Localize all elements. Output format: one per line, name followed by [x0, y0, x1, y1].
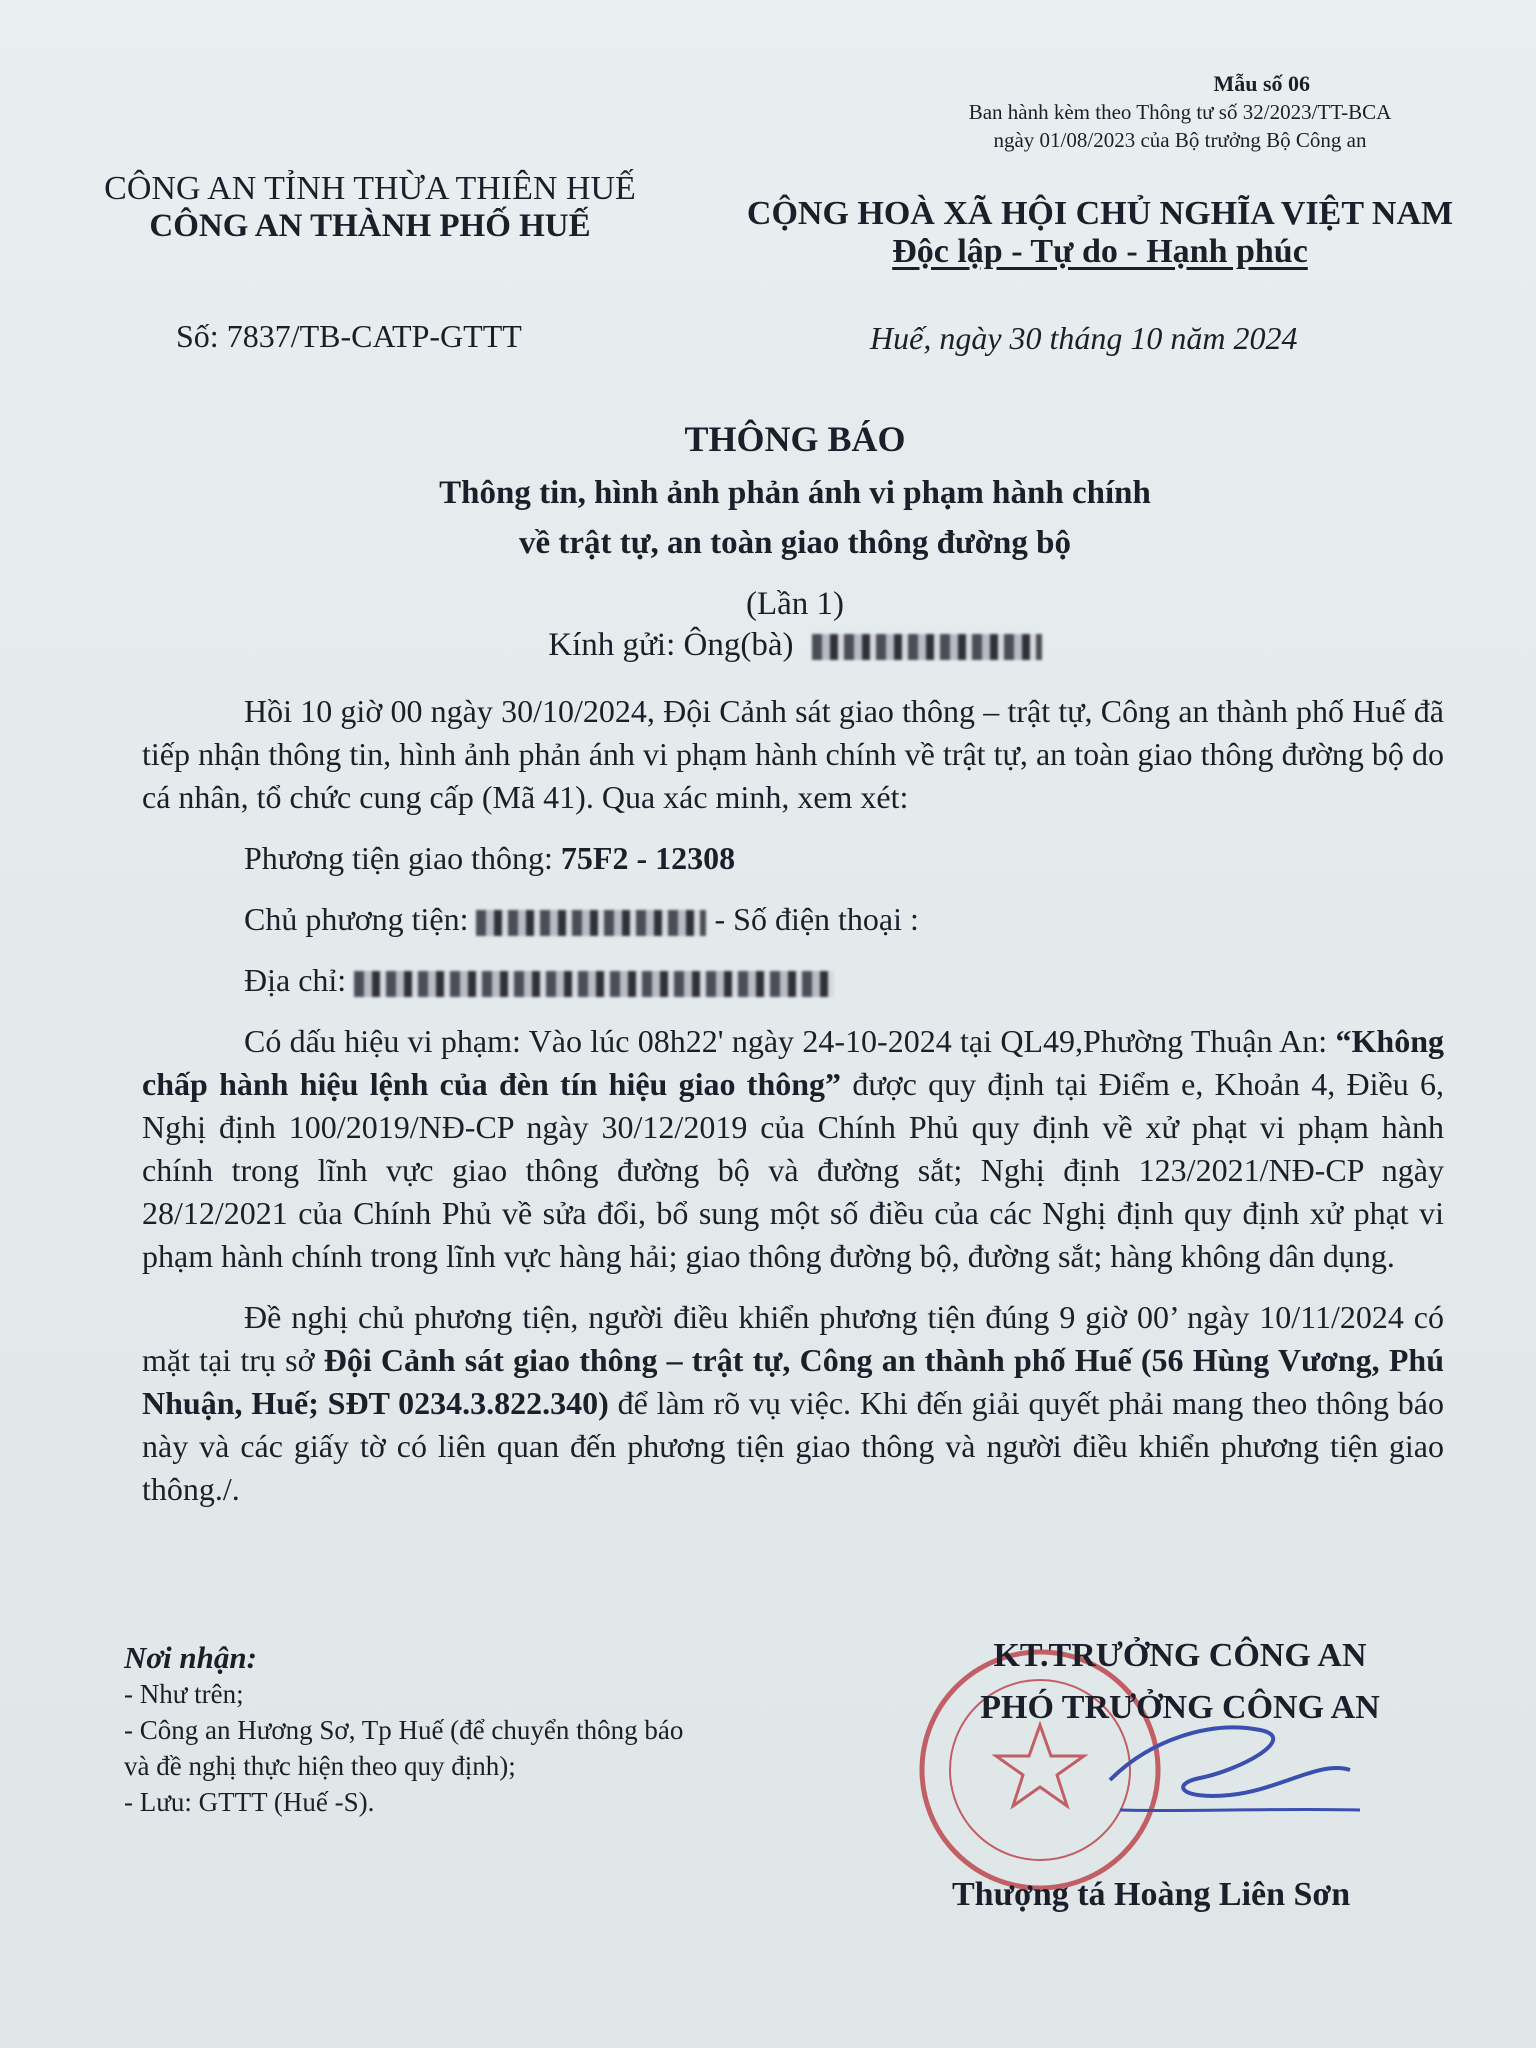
signature-stroke — [1110, 1727, 1350, 1796]
signatory-title-2: PHÓ TRƯỞNG CÔNG AN — [980, 1689, 1380, 1726]
addressee-line — [200, 627, 1390, 664]
form-reference — [900, 70, 1460, 154]
redacted-owner — [476, 910, 706, 936]
violation-description: “Không chấp hành hiệu lệnh của đèn tín hiệu giao thông” — [142, 1023, 1444, 1102]
redacted-address — [354, 971, 834, 997]
national-motto — [720, 195, 1480, 271]
country-name: CỘNG HOÀ XÃ HỘI CHỦ NGHĨA VIỆT NAM — [746, 195, 1454, 232]
phone-label: - Số điện thoại : — [714, 901, 919, 937]
place-date: Huế, ngày 30 tháng 10 năm 2024 — [870, 320, 1298, 356]
violation-legal-basis: được quy định tại Điểm e, Khoản 4, Điều 6, Nghị định 100/2019/NĐ-CP ngày 30/12/2019 của Chính Phủ quy định về xử phạt vi phạm hành chính trong lĩnh vực giao thông đường bộ và đường sắt; Nghị định 123/2021/NĐ-CP ngày 28/12/2021 của Chính Phủ về sửa đổi, bổ sung một số điều của các Nghị định quy định xử phạt vi phạm hành chính trong lĩnh vực hàng hải; giao thông đường bộ, đường sắt; hàng không dân dụng. — [142, 1066, 1445, 1274]
request-instructions: để làm rõ vụ việc. Khi đến giải quyết phải mang theo thông báo này và các giấy tờ có liên quan đến phương tiện giao thông và người điều khiển phương tiện giao thông./. — [142, 1385, 1445, 1507]
agency-name: CÔNG AN THÀNH PHỐ HUẾ — [149, 208, 591, 244]
signer-name: Thượng tá Hoàng Liên Sơn — [952, 1876, 1351, 1913]
form-issued-line: Ban hành kèm theo Thông tư số 32/2023/TT-BCA — [968, 100, 1392, 124]
signature-underline — [1120, 1809, 1360, 1810]
motto: Độc lập - Tự do - Hạnh phúc — [892, 233, 1308, 270]
owner-label: Chủ phương tiện: — [244, 901, 469, 937]
seal-star — [996, 1725, 1084, 1806]
recipients-heading: Nơi nhận: — [124, 1640, 257, 1675]
issuing-agency — [70, 170, 670, 245]
owner-line — [142, 898, 1444, 941]
vehicle-label: Phương tiện giao thông: — [244, 840, 561, 876]
recipient-item: - Lưu: GTTT (Huế -S). — [124, 1787, 375, 1817]
document-subtitle-1: Thông tin, hình ảnh phản ánh vi phạm hành chính — [439, 475, 1151, 511]
document-body — [142, 690, 1444, 1511]
request-location: Đội Cảnh sát giao thông – trật tự, Công an thành phố Huế (56 Hùng Vương, Phú Nhuận, Huế; SĐT 0234.3.822.340) — [142, 1342, 1445, 1421]
notice-round: (Lần 1) — [745, 586, 845, 622]
title-block — [200, 418, 1390, 664]
agency-parent: CÔNG AN TỈNH THỪA THIÊN HUẾ — [104, 170, 636, 207]
form-date-line: ngày 01/08/2023 của Bộ trưởng Bộ Công an — [993, 128, 1367, 152]
recipient-item: - Công an Hương Sơ, Tp Huế (để chuyển thông báo — [124, 1715, 684, 1745]
violation-paragraph — [142, 1020, 1444, 1278]
intro-paragraph: Hồi 10 giờ 00 ngày 30/10/2024, Đội Cảnh sát giao thông – trật tự, Công an thành phố Huế đã tiếp nhận thông tin, hình ảnh phản ánh vi phạm hành chính về trật tự, an toàn giao thông đường bộ do cá nhân, tổ chức cung cấp (Mã 41). Qua xác minh, xem xét: — [142, 693, 1444, 815]
address-line — [142, 959, 1444, 1002]
vehicle-plate: 75F2 - 12308 — [560, 840, 736, 876]
signatory-block — [930, 1630, 1430, 1734]
signatory-title-1: KT.TRƯỞNG CÔNG AN — [993, 1637, 1367, 1674]
address-label: Địa chỉ: — [244, 962, 347, 998]
document-number: Số: 7837/TB-CATP-GTTT — [176, 318, 522, 354]
document-title: THÔNG BÁO — [684, 419, 906, 459]
request-paragraph — [142, 1296, 1444, 1511]
recipient-item: - Như trên; — [124, 1679, 244, 1709]
addressee-label: Kính gửi: Ông(bà) — [548, 627, 794, 663]
form-number: Mẫu số 06 — [1213, 71, 1310, 96]
vehicle-line — [142, 837, 1444, 880]
recipients-block — [124, 1640, 844, 1820]
recipient-item: và đề nghị thực hiện theo quy định); — [124, 1751, 516, 1781]
redacted-name — [812, 634, 1042, 660]
request-intro: Đề nghị chủ phương tiện, người điều khiển phương tiện đúng 9 giờ 00’ ngày 10/11/2024 có mặt tại trụ sở — [142, 1299, 1444, 1378]
document-subtitle-2: về trật tự, an toàn giao thông đường bộ — [518, 525, 1071, 561]
violation-intro: Có dấu hiệu vi phạm: Vào lúc 08h22' ngày 24-10-2024 tại QL49,Phường Thuận An: — [244, 1023, 1336, 1059]
